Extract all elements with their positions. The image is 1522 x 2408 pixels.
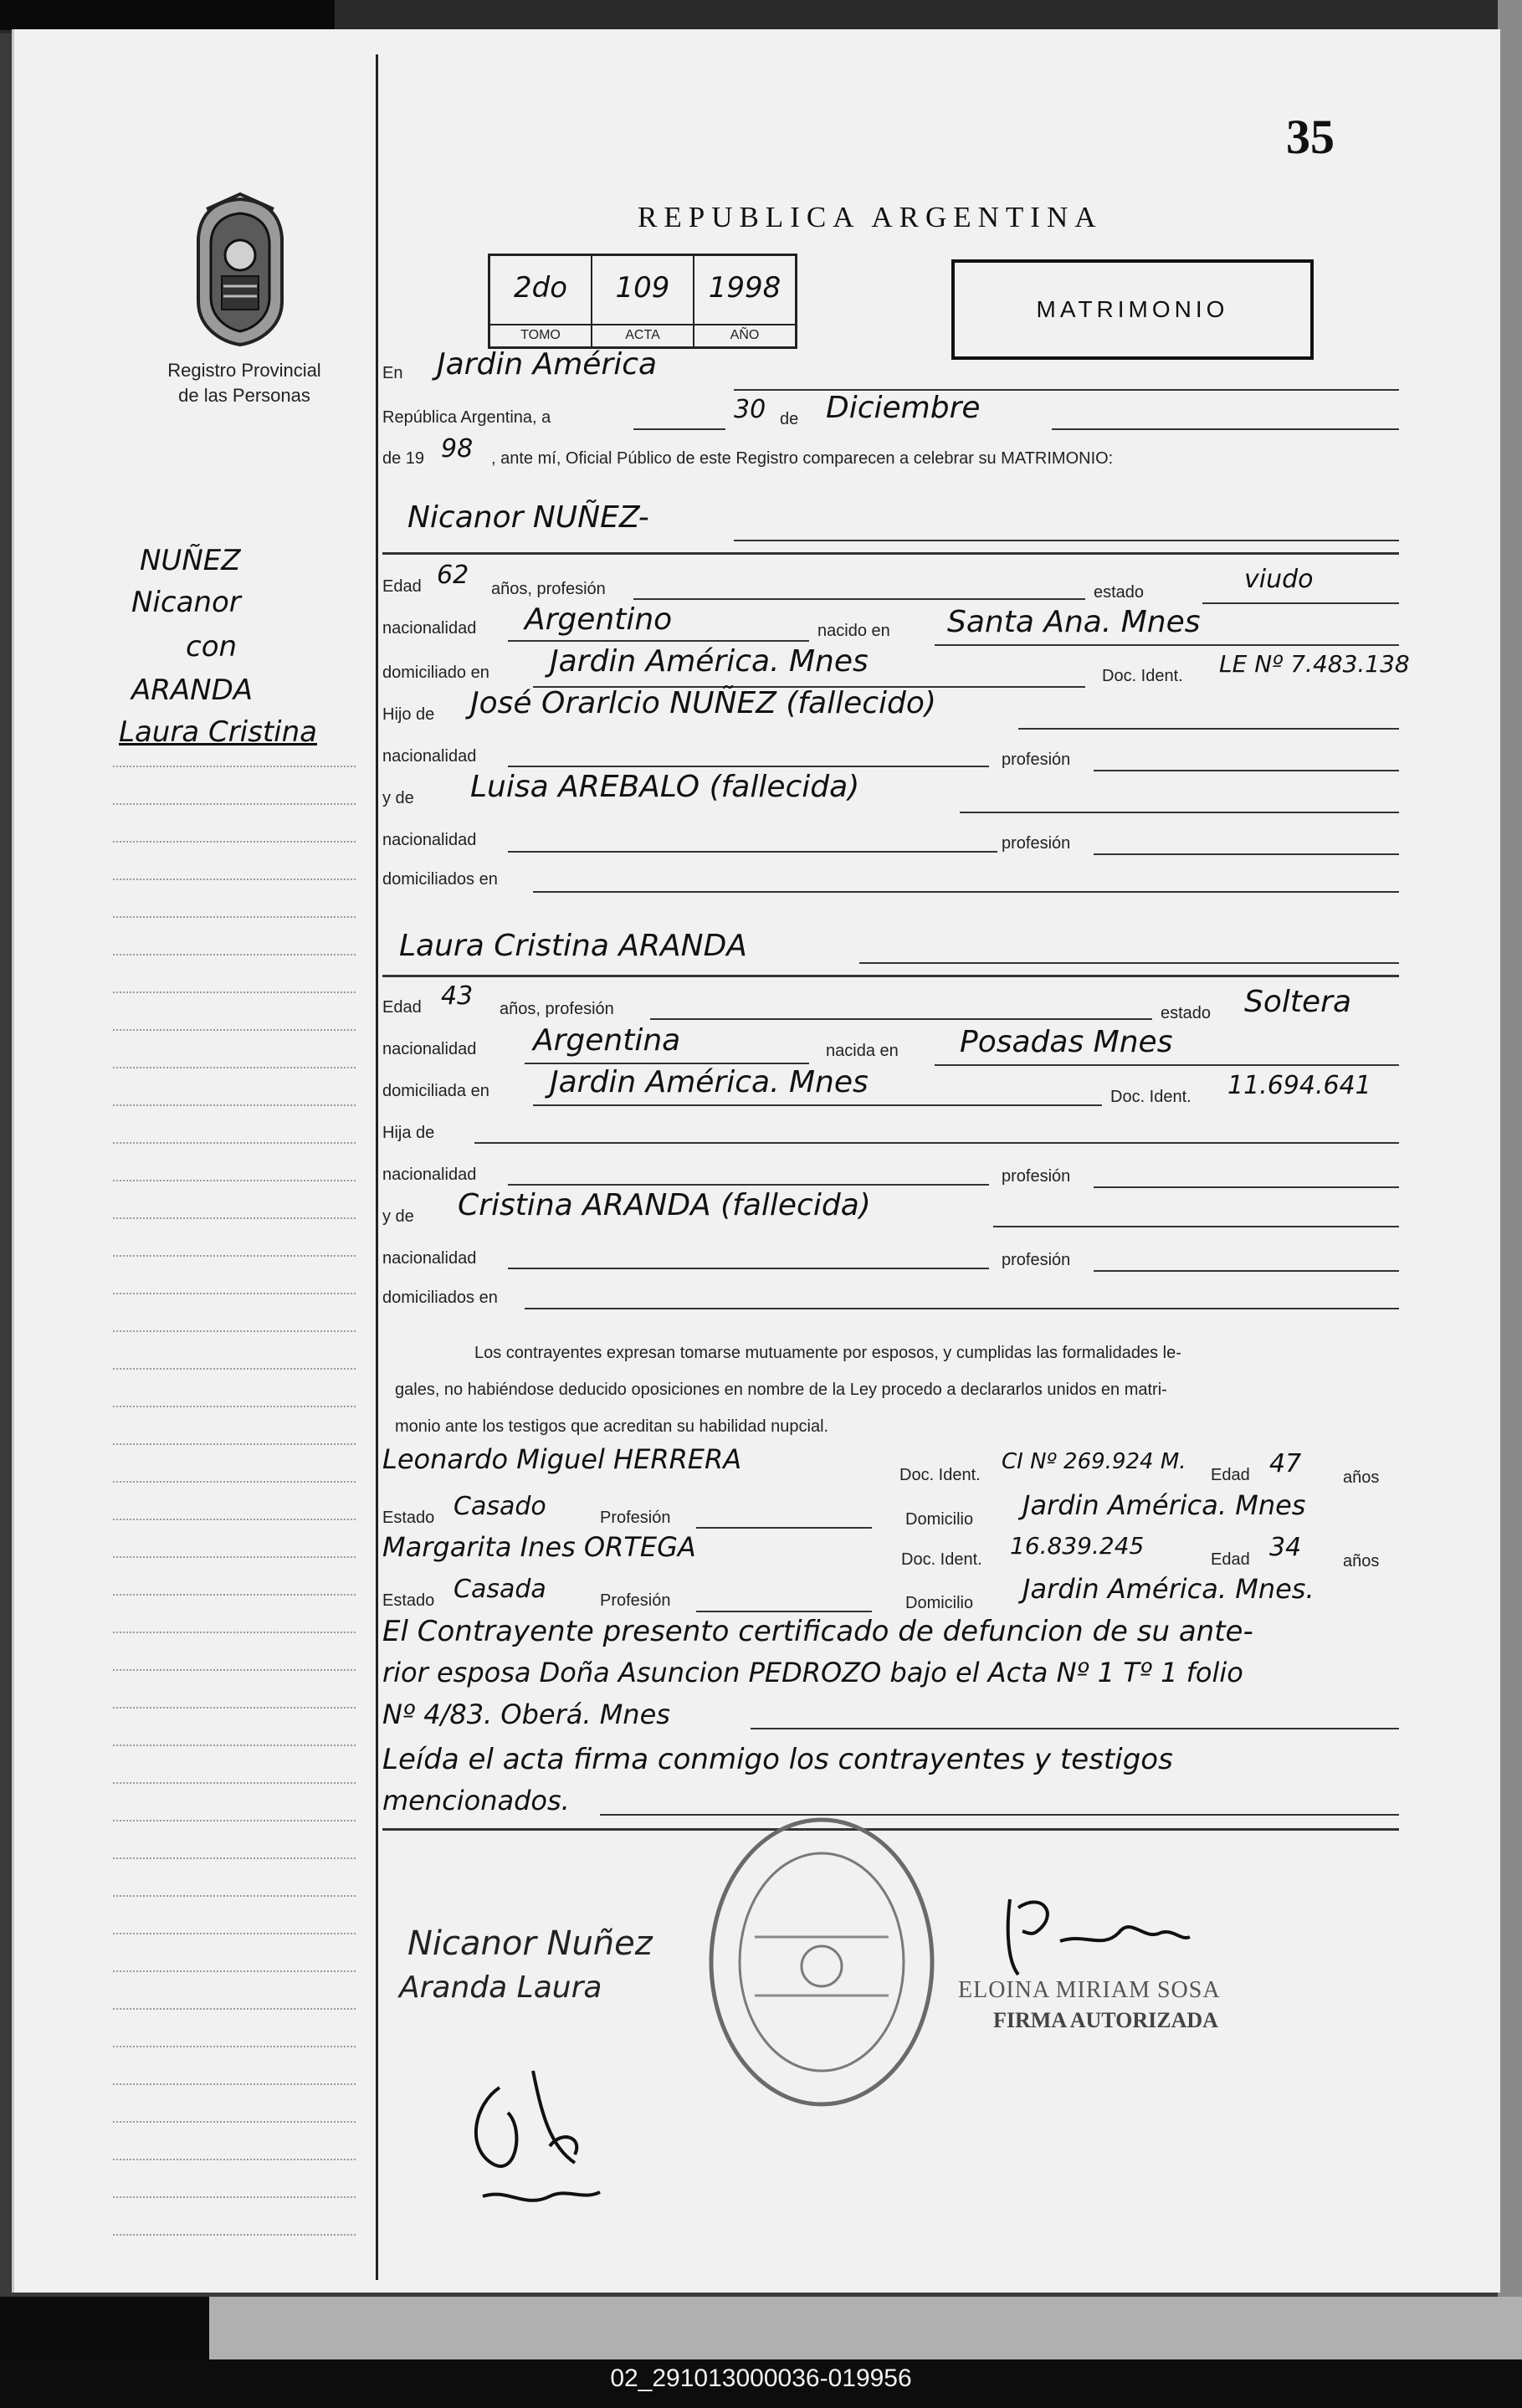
- margin-rule: [113, 1707, 356, 1709]
- margin-rule: [113, 991, 356, 993]
- margin-rule: [113, 1067, 356, 1068]
- margin-divider: [376, 54, 378, 2280]
- witness1-doc: CI Nº 269.924 M.: [1002, 1449, 1186, 1474]
- page-number: 35: [1286, 110, 1335, 164]
- groom-mother-nacionalidad-label: nacionalidad: [382, 831, 477, 849]
- groom-father-profesion-label: profesión: [1002, 751, 1071, 769]
- bride-edad-label: Edad: [382, 998, 422, 1017]
- bride-doc: 11.694.641: [1227, 1071, 1371, 1100]
- groom-nacido: Santa Ana. Mnes: [947, 605, 1201, 639]
- margin-rule: [113, 2083, 356, 2085]
- fill-line: [525, 1308, 1399, 1309]
- tomo-label: TOMO: [490, 324, 591, 343]
- fill-line: [508, 766, 989, 767]
- groom-doc-label: Doc. Ident.: [1102, 667, 1183, 685]
- fill-line: [935, 1064, 1399, 1066]
- margin-rule: [113, 1255, 356, 1257]
- groom-father-nacionalidad-label: nacionalidad: [382, 747, 477, 766]
- image-caption: 02_291013000036-019956: [610, 2364, 912, 2392]
- fill-line: [993, 1226, 1399, 1227]
- witness2-domicilio-label: Domicilio: [905, 1594, 974, 1612]
- fill-line: [474, 1142, 1399, 1144]
- margin-rule: [113, 1895, 356, 1897]
- groom-estado: viudo: [1244, 565, 1314, 594]
- tomo-cell: [490, 256, 592, 346]
- groom-domicilio: Jardin América. Mnes: [550, 644, 869, 679]
- officer-title: FIRMA AUTORIZADA: [993, 2008, 1218, 2032]
- witness1-edad-label: Edad: [1211, 1466, 1250, 1484]
- witness1-profesion-label: Profesión: [600, 1509, 671, 1527]
- fill-line: [960, 812, 1399, 813]
- witness1-anos-label: años: [1343, 1468, 1380, 1487]
- country-heading: REPUBLICA ARGENTINA: [638, 201, 1103, 233]
- margin-rule: [113, 1820, 356, 1821]
- witness2-estado: Casada: [454, 1575, 546, 1604]
- fill-line: [508, 851, 997, 853]
- bride-doc-label: Doc. Ident.: [1110, 1088, 1191, 1106]
- witness2-edad-label: Edad: [1211, 1550, 1250, 1569]
- witness2-domicilio: Jardin América. Mnes.: [1022, 1573, 1314, 1605]
- groom-domicilio-label: domiciliado en: [382, 663, 489, 682]
- fill-line: [1094, 1186, 1399, 1188]
- bride-yde-label: y de: [382, 1207, 414, 1226]
- declaration-text: [395, 1335, 1403, 1445]
- fill-line: [1094, 770, 1399, 771]
- margin-rule: [113, 916, 356, 918]
- groom-father: José Orarlcio NUÑEZ (fallecido): [470, 686, 936, 720]
- fill-line: [935, 644, 1399, 646]
- bride-hija-label: Hija de: [382, 1124, 435, 1142]
- fill-line: [696, 1611, 872, 1612]
- margin-note-line: Nicanor: [131, 586, 241, 619]
- fill-line: [1018, 728, 1399, 730]
- fill-line: [508, 1184, 989, 1186]
- registry-label: [131, 358, 357, 408]
- place-value: Jardin América: [437, 347, 658, 382]
- witness1-domicilio: Jardin América. Mnes: [1022, 1489, 1306, 1521]
- margin-rule: [113, 1782, 356, 1784]
- witness2-doc: 16.839.245: [1010, 1532, 1145, 1560]
- margin-rule: [113, 1669, 356, 1671]
- officer-name: ELOINA MIRIAM SOSA: [958, 1977, 1221, 2003]
- declaration-line: gales, no habiéndose deducido oposiciones en nombre de la Ley procedo a declararlos unidos en matri-: [395, 1381, 1167, 1399]
- bride-nacionalidad: Argentina: [533, 1023, 681, 1058]
- acta-value: 109: [615, 271, 670, 305]
- provincial-coat-of-arms-icon: [190, 192, 290, 347]
- annotation-line: rior esposa Doña Asuncion PEDROZO bajo el Acta Nº 1 Tº 1 folio: [382, 1657, 1243, 1688]
- margin-rule: [113, 841, 356, 843]
- groom-mother-profesion-label: profesión: [1002, 834, 1071, 853]
- de-label: de: [780, 410, 799, 428]
- margin-rule: [113, 879, 356, 880]
- bride-name: Laura Cristina ARANDA: [399, 929, 747, 963]
- witness1-estado: Casado: [454, 1492, 546, 1521]
- acta-label: ACTA: [592, 324, 693, 343]
- fill-line: [1202, 602, 1399, 604]
- fill-line: [508, 640, 809, 642]
- fill-line: [859, 962, 1399, 964]
- margin-rule: [113, 1330, 356, 1332]
- month-value: Diciembre: [826, 391, 981, 425]
- year-prefix: de 19: [382, 449, 425, 468]
- republica-label: República Argentina, a: [382, 408, 551, 427]
- margin-rule: [113, 2234, 356, 2236]
- witness2-doc-label: Doc. Ident.: [901, 1550, 982, 1569]
- margin-rule: [113, 1481, 356, 1483]
- margin-rule: [113, 954, 356, 956]
- fill-line: [650, 1018, 1152, 1020]
- ledger-page: [12, 29, 1500, 2293]
- bride-nacida: Posadas Mnes: [960, 1025, 1173, 1059]
- groom-doc: LE Nº 7.483.138: [1219, 650, 1410, 678]
- fill-line: [533, 891, 1399, 893]
- groom-nacionalidad: Argentino: [525, 602, 673, 637]
- margin-note-line: con: [186, 630, 238, 663]
- bride-domicilio: Jardin América. Mnes: [550, 1065, 869, 1099]
- bride-age: 43: [441, 981, 474, 1011]
- bride-anos-label: años, profesión: [500, 1000, 614, 1018]
- fill-line: [751, 1728, 1399, 1729]
- fill-line: [533, 1104, 1102, 1106]
- margin-rule: [113, 1368, 356, 1370]
- scan-top-strip: [0, 0, 335, 30]
- witness1-domicilio-label: Domicilio: [905, 1510, 974, 1529]
- margin-rule: [113, 1406, 356, 1407]
- witness-signature-mark: [449, 2054, 667, 2221]
- certificate-type-box: MATRIMONIO: [951, 259, 1314, 360]
- margin-rule: [113, 1180, 356, 1181]
- registry-line-1: Registro Provincial: [167, 360, 321, 381]
- margin-rule: [113, 2196, 356, 2198]
- tomo-value: 2do: [513, 271, 567, 305]
- groom-age: 62: [437, 561, 469, 590]
- margin-rule: [113, 1104, 356, 1106]
- margin-rule: [113, 1594, 356, 1596]
- annotation-line: mencionados.: [382, 1785, 570, 1816]
- witness2-estado-label: Estado: [382, 1591, 435, 1610]
- margin-rule: [113, 1933, 356, 1934]
- bride-domicilio-label: domiciliada en: [382, 1082, 489, 1100]
- officer-signature-mark: [993, 1883, 1194, 1983]
- margin-rule: [113, 1217, 356, 1219]
- groom-hijo-label: Hijo de: [382, 705, 435, 724]
- bride-father-nacionalidad-label: nacionalidad: [382, 1166, 477, 1184]
- registry-line-2: de las Personas: [178, 385, 310, 406]
- year-suffix: 98: [441, 434, 474, 464]
- acta-cell: [592, 256, 694, 346]
- book-reference-table: [488, 254, 797, 349]
- groom-signature: Nicanor Nuñez: [407, 1924, 653, 1963]
- bride-mother-nacionalidad-label: nacionalidad: [382, 1249, 477, 1268]
- groom-yde-label: y de: [382, 789, 414, 807]
- fill-line: [1094, 1270, 1399, 1272]
- groom-domiciliados-label: domiciliados en: [382, 870, 498, 889]
- fill-line: [525, 1063, 809, 1064]
- bride-mother-profesion-label: profesión: [1002, 1251, 1071, 1269]
- margin-rule: [113, 803, 356, 805]
- groom-nacido-label: nacido en: [817, 622, 890, 640]
- groom-mother: Luisa AREBALO (fallecida): [470, 770, 860, 804]
- margin-rule: [113, 2121, 356, 2123]
- ano-value: 1998: [708, 271, 781, 305]
- bride-mother: Cristina ARANDA (fallecida): [458, 1188, 871, 1222]
- fill-line: [1094, 853, 1399, 855]
- margin-rule: [113, 1142, 356, 1144]
- declaration-line: monio ante los testigos que acreditan su habilidad nupcial.: [395, 1417, 829, 1436]
- bride-nacida-label: nacida en: [826, 1042, 899, 1060]
- bride-estado: Soltera: [1244, 985, 1352, 1019]
- witness1-age: 47: [1269, 1449, 1302, 1478]
- groom-estado-label: estado: [1094, 583, 1145, 602]
- official-stamp: [705, 1811, 939, 2113]
- fill-line: [633, 598, 1085, 600]
- margin-rule: [113, 1745, 356, 1746]
- witness2-name: Margarita Ines ORTEGA: [382, 1531, 696, 1563]
- groom-nacionalidad-label: nacionalidad: [382, 619, 477, 638]
- annotation-line: Leída el acta firma conmigo los contrayentes y testigos: [382, 1743, 1173, 1776]
- ano-label: AÑO: [694, 324, 795, 343]
- groom-edad-label: Edad: [382, 577, 422, 596]
- bride-estado-label: estado: [1161, 1004, 1212, 1022]
- margin-note-line: NUÑEZ: [140, 544, 241, 577]
- scan-right-border: [1498, 0, 1522, 2408]
- margin-rule: [113, 1857, 356, 1859]
- bride-father-profesion-label: profesión: [1002, 1167, 1071, 1186]
- margin-rule: [113, 1519, 356, 1520]
- fill-line: [633, 428, 725, 430]
- en-label: En: [382, 364, 403, 382]
- margin-rule: [113, 766, 356, 767]
- fill-line: [696, 1527, 872, 1529]
- day-value: 30: [734, 395, 766, 424]
- margin-rule: [113, 1632, 356, 1633]
- witness1-name: Leonardo Miguel HERRERA: [382, 1443, 742, 1475]
- bride-signature: Aranda Laura: [399, 1970, 602, 2005]
- groom-anos-label: años, profesión: [491, 580, 606, 598]
- bride-domiciliados-label: domiciliados en: [382, 1289, 498, 1307]
- fill-line: [1052, 428, 1399, 430]
- margin-rule: [113, 1556, 356, 1558]
- declaration-line: Los contrayentes expresan tomarse mutuamente por esposos, y cumplidas las formalidades le-: [474, 1344, 1181, 1362]
- margin-rule: [113, 2046, 356, 2047]
- margin-rule: [113, 1970, 356, 1972]
- witness2-profesion-label: Profesión: [600, 1591, 671, 1610]
- annotation-line: El Contrayente presento certificado de defuncion de su ante-: [382, 1615, 1253, 1648]
- section-divider: [382, 552, 1399, 555]
- groom-name: Nicanor NUÑEZ-: [407, 500, 649, 535]
- margin-note-line: Laura Cristina: [119, 715, 317, 749]
- fill-line: [734, 540, 1399, 541]
- fill-line: [508, 1268, 989, 1269]
- section-divider: [382, 975, 1399, 977]
- margin-rule: [113, 2159, 356, 2160]
- witness2-age: 34: [1269, 1533, 1302, 1562]
- witness1-doc-label: Doc. Ident.: [899, 1466, 981, 1484]
- bride-nacionalidad-label: nacionalidad: [382, 1040, 477, 1058]
- margin-note-line: ARANDA: [131, 674, 254, 707]
- ano-cell: [694, 256, 795, 346]
- annotation-line: Nº 4/83. Oberá. Mnes: [382, 1698, 670, 1730]
- witness2-anos-label: años: [1343, 1552, 1380, 1570]
- margin-rule: [113, 2008, 356, 2010]
- margin-rule: [113, 1443, 356, 1445]
- margin-rule: [113, 1029, 356, 1031]
- intro-text: , ante mí, Oficial Público de este Registro comparecen a celebrar su MATRIMONIO:: [491, 449, 1114, 468]
- witness1-estado-label: Estado: [382, 1509, 435, 1527]
- margin-rule: [113, 1293, 356, 1294]
